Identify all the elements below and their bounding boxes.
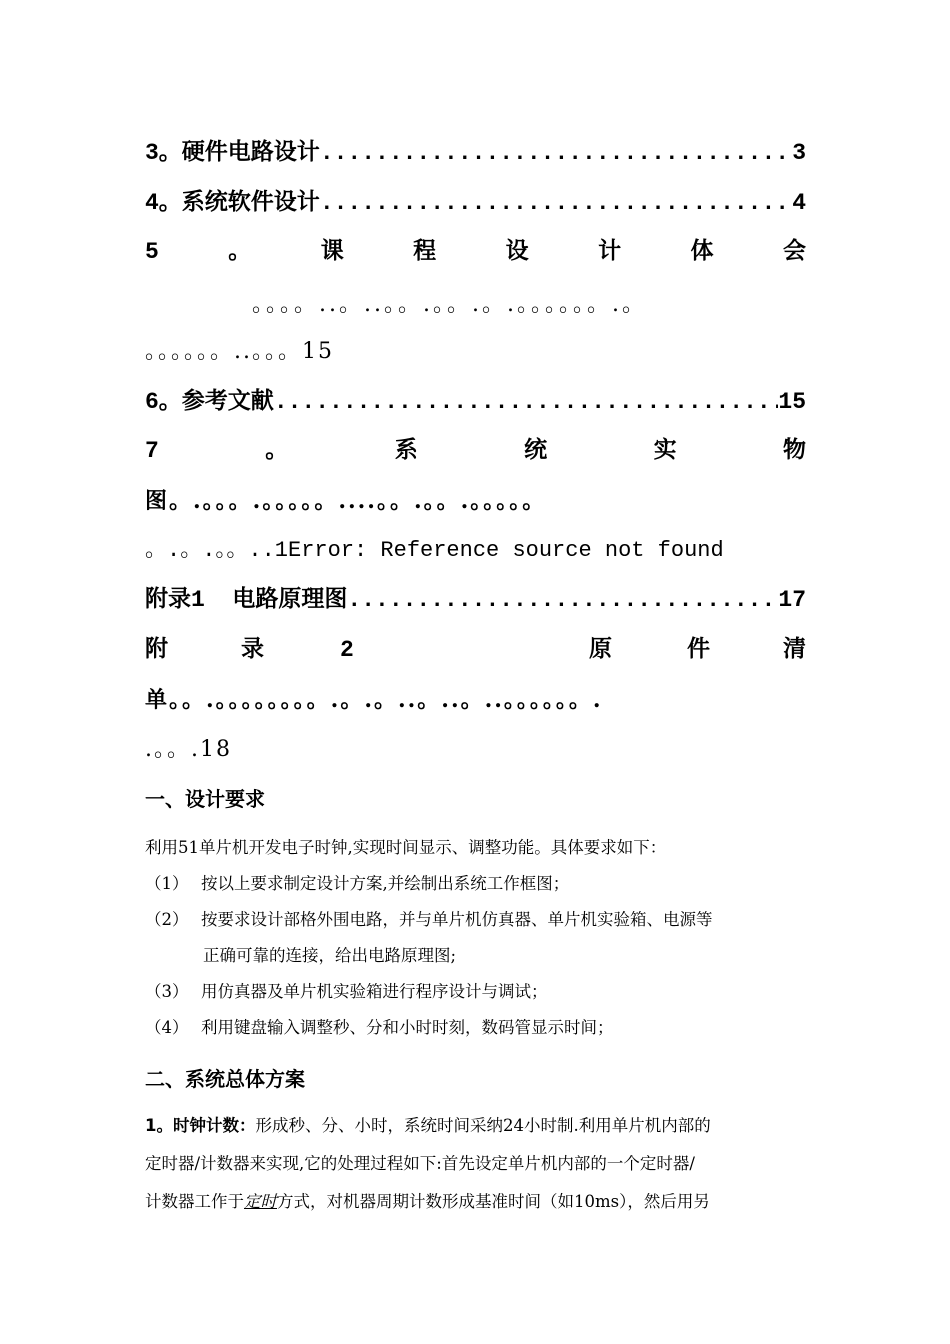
toc-title: 3。硬件电路设计 [145,140,320,166]
list-number: （4） [145,1018,189,1037]
toc-title: 6。参考文献 [145,389,274,415]
paragraph-line: 定时器/计数器来实现,它的处理过程如下:首先设定单片机内部的一个定时器/ [145,1154,695,1173]
toc-dots-line: 。。。。..。..。。.。。.。.。。。。。。.。 [252,292,647,317]
toc-char: 系 [394,438,418,464]
toc-page-number: 3 [792,140,806,166]
toc-char: 附 [145,637,168,663]
toc-dots-line-page: .。。.18 [145,737,232,762]
toc-leader [320,138,792,168]
list-item [145,980,548,1004]
list-text: 按以上要求制定设计方案,并绘制出系统工作框图； [201,874,570,893]
toc-char: 会 [782,239,806,265]
toc-entry-references[interactable] [145,387,806,417]
paragraph-label: 1。时钟计数： [145,1116,256,1135]
toc-char: 清 [783,637,806,663]
section-intro: 利用51单片机开发电子时钟,实现时间显示、调整功能。具体要求如下： [145,838,667,857]
toc-char: 实 [653,438,677,464]
toc-page-number: 17 [778,587,806,613]
toc-title: 4。系统软件设计 [145,190,320,216]
toc-char: 。 [228,239,252,265]
toc-char: 程 [413,239,437,265]
list-text: 利用键盘输入调整秒、分和小时时刻，数码管显示时间； [201,1018,614,1037]
toc-char: 原 [589,637,612,663]
toc-char: 体 [690,239,714,265]
toc-char: 2 [340,637,354,663]
list-number: （2） [145,910,189,929]
list-item [145,908,713,932]
list-text: 用仿真器及单片机实验箱进行程序设计与调试； [201,982,548,1001]
list-item [145,1016,614,1040]
section-heading: 一、设计要求 [145,787,265,811]
toc-dots-line-page: 。。。。。。..。。。15 [145,339,334,364]
toc-error-line: 。.。.。。..1Error: Reference source not found [145,538,724,563]
list-text: 按要求设计部格外围电路，并与单片机仿真器、单片机实验箱、电源等 [201,910,713,929]
toc-entry-system-photo[interactable] [145,436,806,466]
paragraph-text: 方式，对机器周期计数形成基准时间（如10ms），然后用另 [277,1192,710,1211]
toc-char: 设 [505,239,529,265]
toc-char: 。 [265,438,289,464]
toc-entry-appendix-1[interactable] [145,585,806,615]
list-number: （3） [145,982,189,1001]
paragraph-text: 计数器工作于 [145,1192,244,1211]
toc-title: 附录1 电路原理图 [145,587,348,613]
paragraph-line [145,1190,810,1214]
toc-entry-hardware-design[interactable] [145,138,806,168]
toc-char: 件 [687,637,710,663]
paragraph-line [145,1114,810,1138]
list-number: （1） [145,874,189,893]
toc-char: 5 [145,239,159,265]
toc-leader [274,387,779,417]
list-text-continuation: 正确可靠的连接，给出电路原理图; [203,946,457,965]
toc-char: 课 [320,239,344,265]
toc-leader [347,585,778,615]
toc-leader [320,188,792,218]
list-item [145,872,569,896]
toc-page-number: 15 [778,389,806,415]
toc-char: 7 [145,438,159,464]
paragraph-text: 形成秒、分、小时，系统时间采纳24小时制.利用单片机内部的 [255,1116,711,1135]
toc-dots-line: 单。。.。。。。。。。。.。.。..。..。..。。。。。。. [145,687,603,713]
emphasized-term: 定时 [244,1192,277,1211]
section-heading: 二、系统总体方案 [145,1067,305,1091]
toc-char: 计 [598,239,622,265]
toc-page-number: 4 [792,190,806,216]
toc-entry-appendix-2[interactable] [145,635,806,665]
toc-char: 录 [241,637,264,663]
toc-entry-software-design[interactable] [145,188,806,218]
toc-char: 统 [524,438,548,464]
toc-char: 物 [783,438,806,464]
toc-dots-line: 图。.。。。.。。。。。....。。.。。.。。。。。 [145,488,547,514]
toc-entry-course-experience[interactable] [145,237,806,267]
